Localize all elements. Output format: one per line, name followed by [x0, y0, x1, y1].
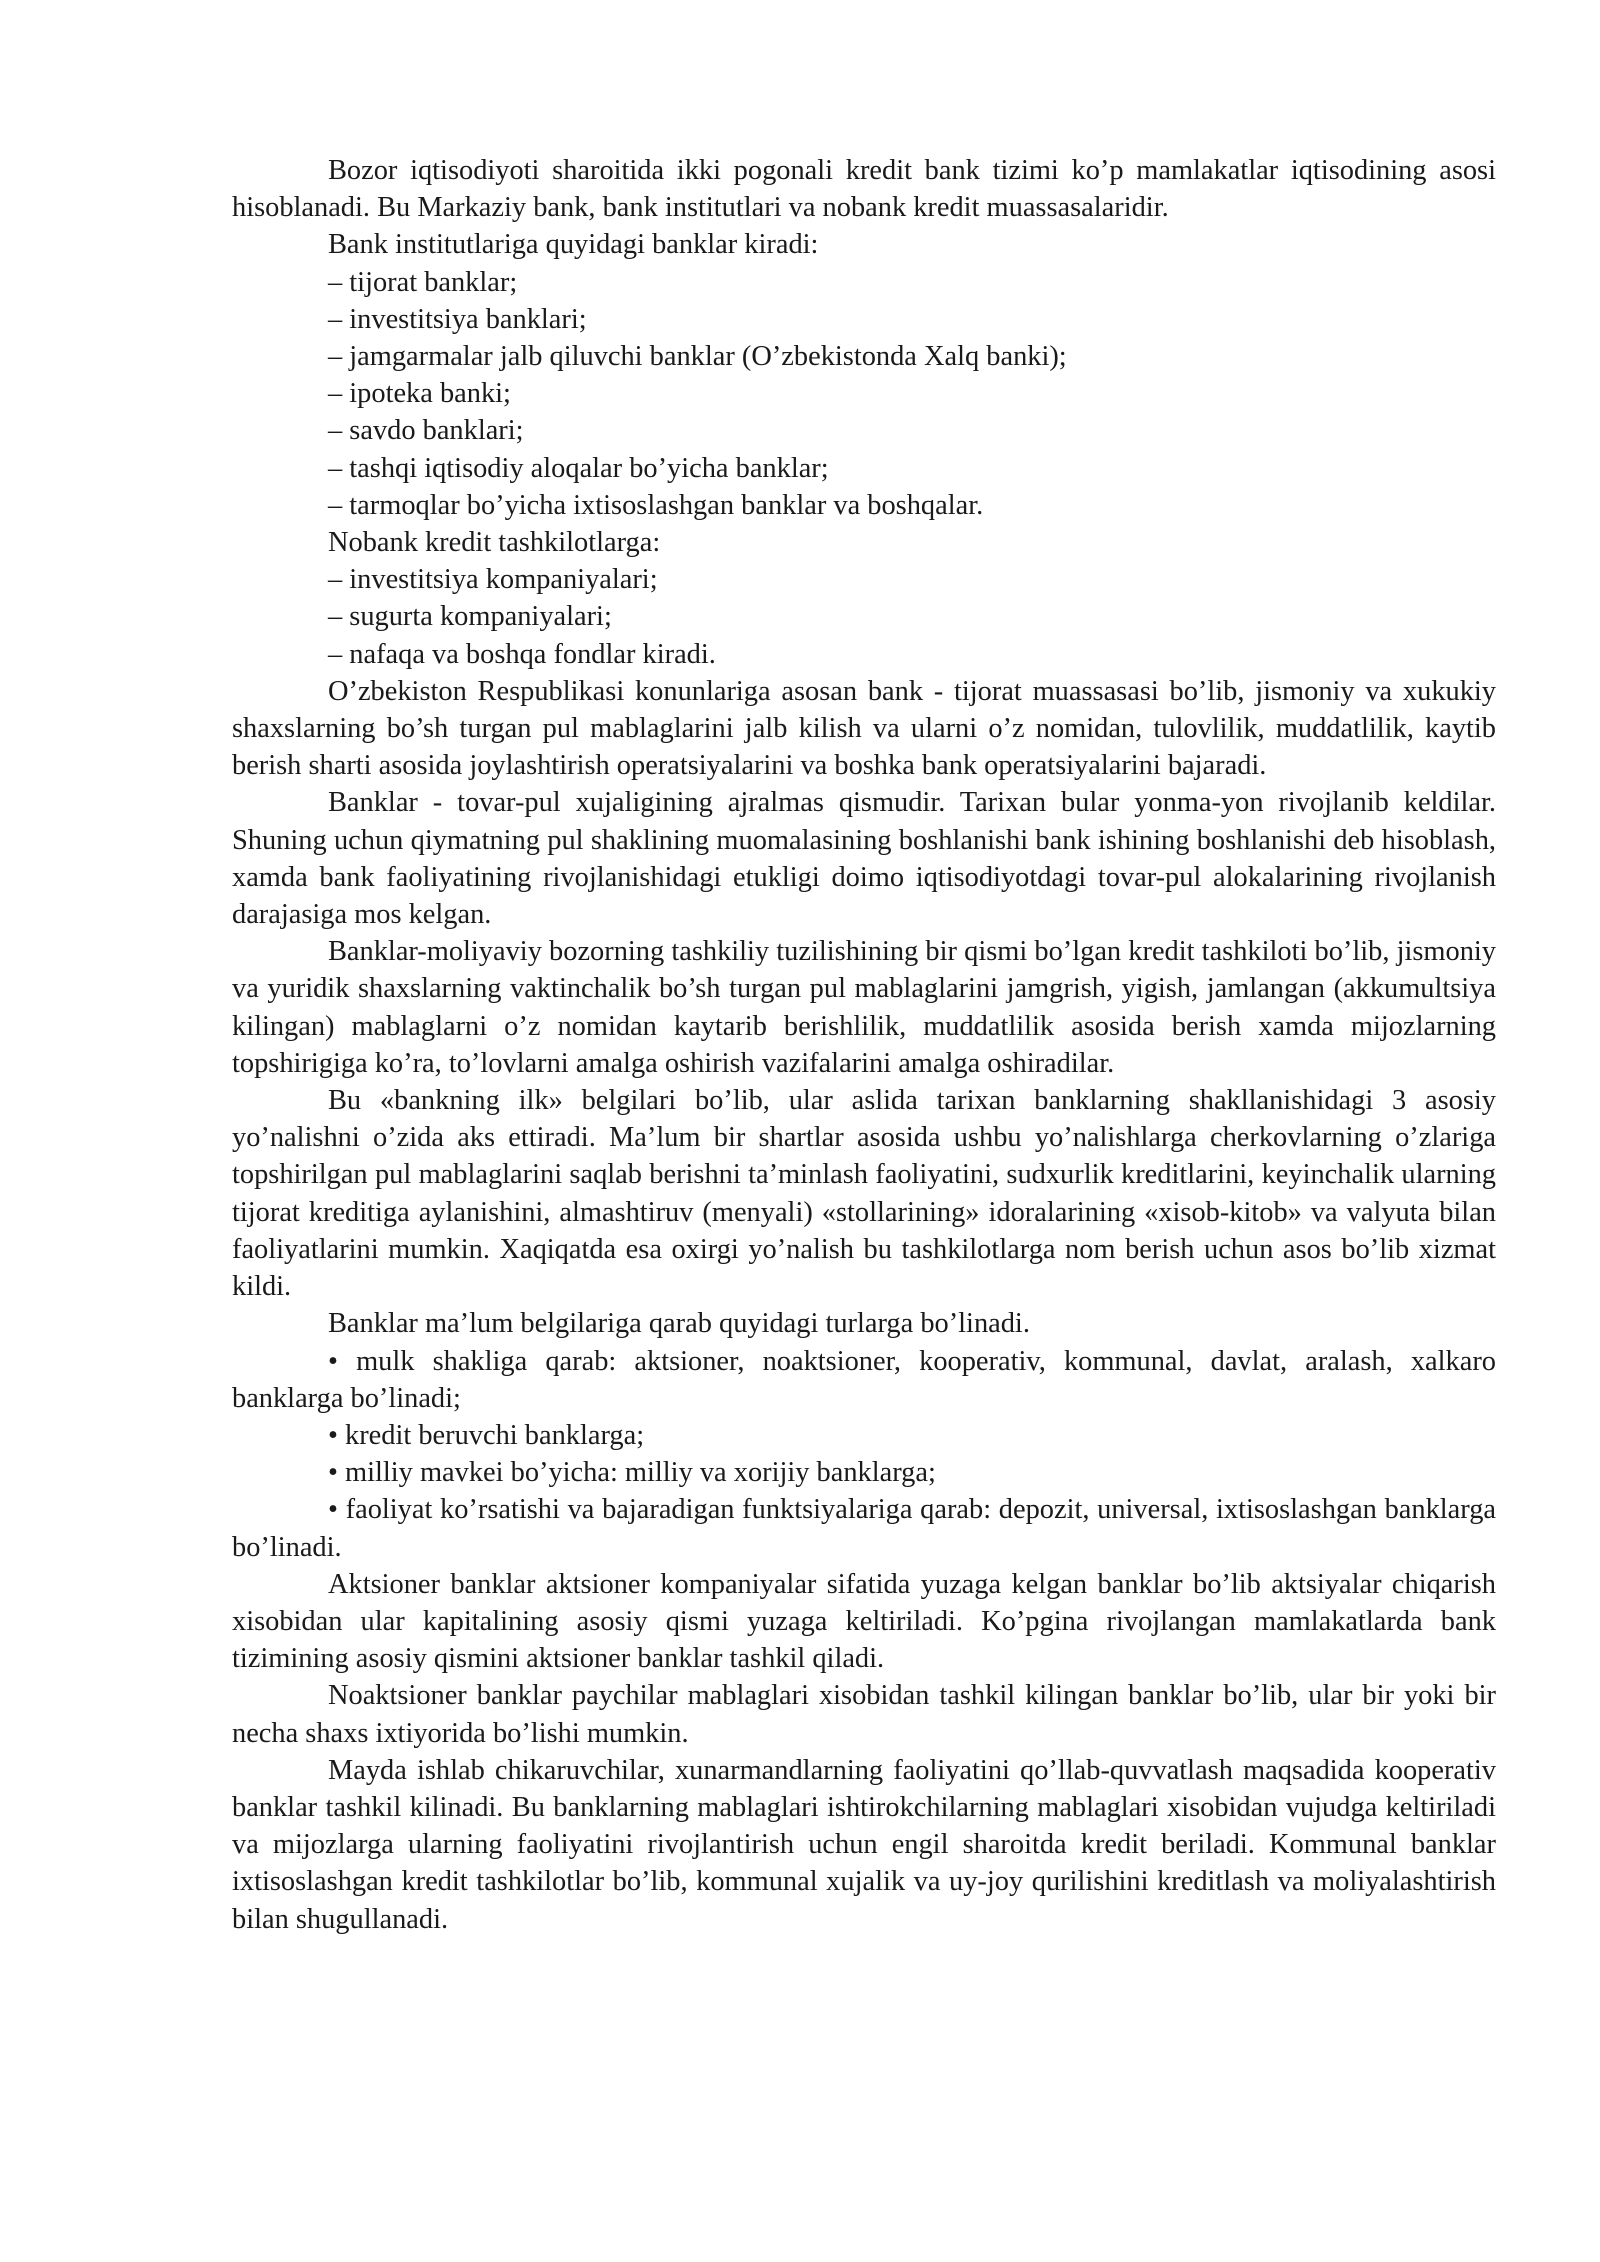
- paragraph-nonbank-heading: Nobank kredit tashkilotlarga:: [328, 527, 661, 559]
- paragraph-bank-types-heading: Banklar ma’lum belgilariga qarab quyidagi turlarga bo’linadi.: [328, 1308, 1030, 1340]
- list-item: – tarmoqlar bo’yicha ixtisoslashgan banklar va boshqalar.: [328, 489, 984, 521]
- bank-institutions-list: [232, 264, 1496, 524]
- paragraph-cooperative-banks: Mayda ishlab chikaruvchilar, xunarmandlarning faoliyatini qo’llab-quvvatlash maqsadida kooperativ banklar tashkil kilinadi. Bu banklarning mablaglari ishtirokchilarning mablaglari xisobidan vujudga keltiriladi va mijozlarga ularning faoliyatini rivojlantirish uchun engil sharoitda kredit beriladi. Kommunal banklar ixtisoslashgan kredit tashkilotlar bo’lib, kommunal xujalik va uy-joy qurilishini kreditlash va moliyalashtirish bilan shugullanadi.: [232, 1754, 1496, 1935]
- list-item: – nafaqa va boshqa fondlar kiradi.: [328, 638, 716, 670]
- list-item: – ipoteka banki;: [328, 378, 511, 410]
- paragraph-non-joint-stock-banks: Noaktsioner banklar paychilar mablaglari xisobidan tashkil kilingan banklar bo’lib, ular bir yoki bir necha shaxs ixtiyorida bo’lishi mumkin.: [232, 1680, 1496, 1749]
- paragraph-banks-history: Banklar - tovar-pul xujaligining ajralmas qismudir. Tarixan bular yonma-yon rivojlanib keldilar. Shuning uchun qiymatning pul shaklining muomalasining boshlanishi bank ishining boshlanishi deb hisoblash, xamda bank faoliyatining rivojlanishidagi etukligi doimo iqtisodiyotdagi tovar-pul alokalarining rivojlanish darajasiga mos kelgan.: [232, 787, 1496, 931]
- bullet-item: • mulk shakliga qarab: aktsioner, noaktsioner, kooperativ, kommunal, davlat, aralash, xalkaro banklarga bo’linadi;: [232, 1345, 1496, 1414]
- bullet-item: • kredit beruvchi banklarga;: [328, 1419, 645, 1451]
- paragraph-bank-institutions-heading: Bank institutlariga quyidagi banklar kiradi:: [328, 229, 819, 261]
- paragraph-intro: Bozor iqtisodiyoti sharoitida ikki pogonali kredit bank tizimi ko’p mamlakatlar iqtisodining asosi hisoblanadi. Bu Markaziy bank, bank institutlari va nobank kredit muassasalaridir.: [232, 155, 1496, 224]
- list-item: – sugurta kompaniyalari;: [328, 601, 612, 633]
- bullet-item: • milliy mavkei bo’yicha: milliy va xorijiy banklarga;: [328, 1457, 936, 1489]
- list-item: – investitsiya banklari;: [328, 303, 587, 335]
- bullet-item: • faoliyat ko’rsatishi va bajaradigan funktsiyalariga qarab: depozit, universal, ixtisoslashgan banklarga bo’linadi.: [232, 1494, 1496, 1563]
- list-item: – jamgarmalar jalb qiluvchi banklar (O’zbekistonda Xalq banki);: [328, 341, 1067, 373]
- list-item: – tashqi iqtisodiy aloqalar bo’yicha banklar;: [328, 452, 829, 484]
- nonbank-institutions-list: [232, 561, 1496, 673]
- paragraph-bank-definition: O’zbekiston Respublikasi konunlariga asosan bank - tijorat muassasasi bo’lib, jismoniy va xukukiy shaxslarning bo’sh turgan pul mablaglarini jalb kilish va ularni o’z nomidan, tulovlilik, muddatlilik, kaytib berish sharti asosida joylashtirish operatsiyalarini va boshka bank operatsiyalarini bajaradi.: [232, 675, 1496, 782]
- list-item: – tijorat banklar;: [328, 266, 518, 298]
- paragraph-joint-stock-banks: Aktsioner banklar aktsioner kompaniyalar sifatida yuzaga kelgan banklar bo’lib aktsiyalar chiqarish xisobidan ular kapitalining asosiy qismi yuzaga keltiriladi. Ko’pgina rivojlangan mamlakatlarda bank tizimining asosiy qismini aktsioner banklar tashkil qiladi.: [232, 1568, 1496, 1675]
- paragraph-banks-functions: Banklar-moliyaviy bozorning tashkiliy tuzilishining bir qismi bo’lgan kredit tashkiloti bo’lib, jismoniy va yuridik shaxslarning vaktinchalik bo’sh turgan pul mablaglarini jamgrish, yigish, jamlangan (akkumultsiya kilingan) mablaglarni o’z nomidan kaytarib berishlilik, muddatlilik asosida berish xamda mijozlarning topshirigiga ko’ra, to’lovlarni amalga oshirish vazifalarini amalga oshiradilar.: [232, 936, 1496, 1079]
- bank-types-list: [232, 1343, 1496, 1566]
- paragraph-early-banking: Bu «bankning ilk» belgilari bo’lib, ular aslida tarixan banklarning shakllanishidagi 3 asosiy yo’nalishni o’zida aks ettiradi. Ma’lum bir shartlar asosida ushbu yo’nalishlarga cherkovlarning o’zlariga topshirilgan pul mablaglarini saqlab berishni ta’minlash faoliyatini, sudxurlik kreditlarini, keyinchalik ularning tijorat kreditiga aylanishini, almashtiruv (menyali) «stollarining» idoralarining «xisob-kitob» va valyuta bilan faoliyatlarini mumkin. Xaqiqatda esa oxirgi yo’nalish bu tashkilotlarga nom berish uchun asos bo’lib xizmat kildi.: [232, 1085, 1496, 1303]
- document-page: [232, 152, 1496, 1938]
- list-item: – investitsiya kompaniyalari;: [328, 564, 658, 596]
- list-item: – savdo banklari;: [328, 415, 524, 447]
